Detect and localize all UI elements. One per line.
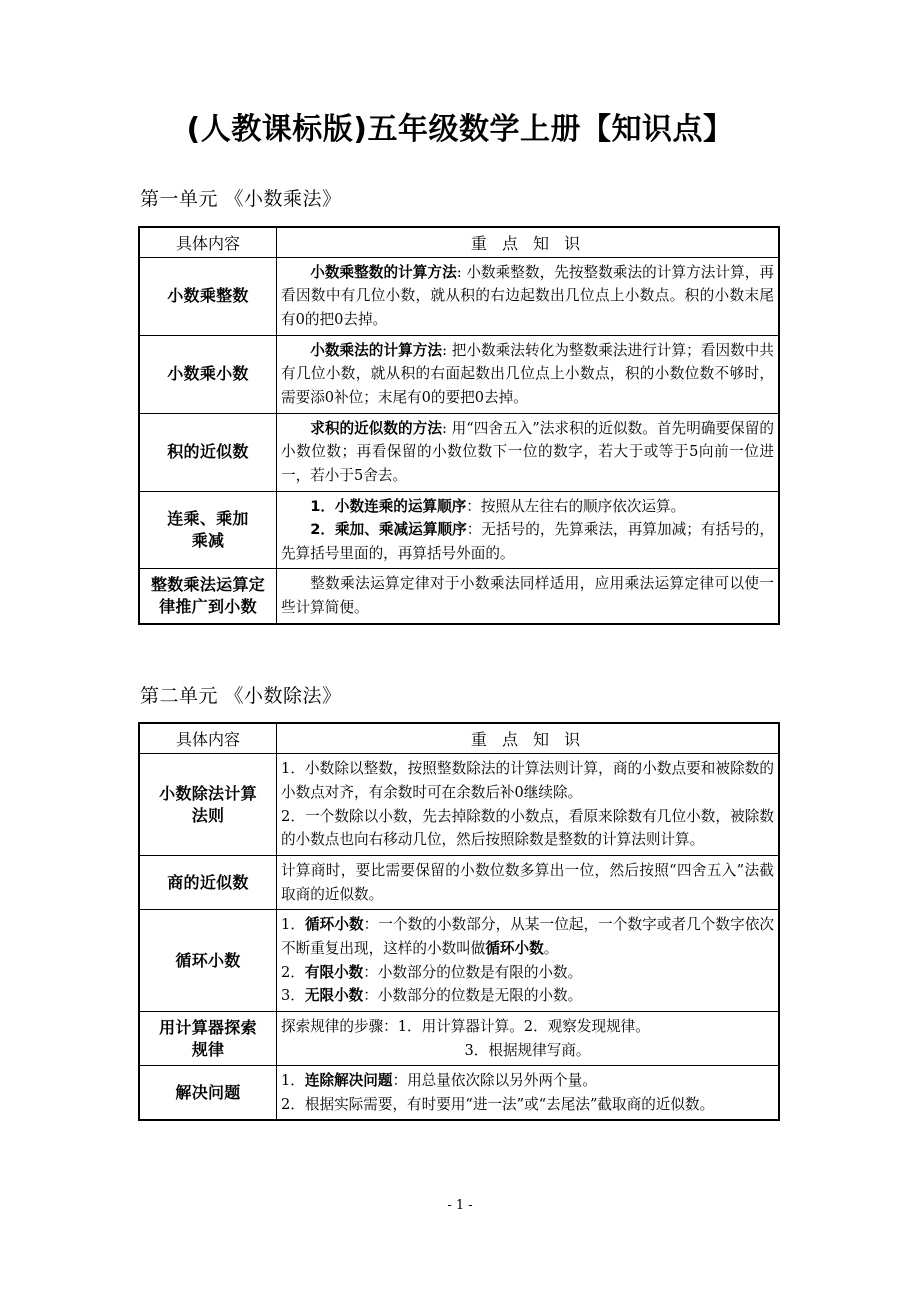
knowledge-line (281, 417, 774, 488)
knowledge-line (281, 913, 774, 960)
row-term-label: 整数乘法运算定 律推广到小数 (139, 569, 277, 624)
document-body (138, 188, 780, 1121)
body-text: 2．一个数除以小数，先去掉除数的小数点，看原来除数有几位小数，被除数的小数点也向右移动几位，然后按照除数是整数的计算法则计算。 (281, 807, 774, 849)
table-row (139, 1011, 779, 1065)
page-number-footer: - 1 - (447, 1198, 473, 1213)
knowledge-line (281, 572, 774, 619)
keyword-term: 连除解决问题 (304, 1072, 393, 1090)
row-knowledge-content (277, 856, 780, 910)
knowledge-line (281, 984, 774, 1008)
row-knowledge-content (277, 257, 780, 335)
body-text: ：按照从左往右的顺序依次运算。 (466, 497, 686, 515)
row-knowledge-content (277, 754, 780, 856)
section-spacer (138, 625, 780, 685)
knowledge-line (281, 1015, 774, 1039)
body-text: 1． (281, 916, 306, 934)
knowledge-line (281, 339, 774, 410)
body-text: ：小数部分的位数是无限的小数。 (363, 987, 583, 1005)
row-knowledge-content (277, 491, 780, 569)
keyword-term: 循环小数 (485, 939, 544, 957)
keyword-term: 小数乘法的计算方法 (310, 341, 443, 359)
body-text: 3．根据规律写商。 (464, 1041, 591, 1059)
keyword-term: 1．小数连乘的运算顺序 (310, 497, 467, 515)
column-header-content: 具体内容 (139, 227, 277, 258)
column-header-content: 具体内容 (139, 723, 277, 754)
knowledge-line (281, 805, 774, 852)
section-heading: 第一单元 《小数乘法》 (140, 188, 342, 210)
page-title: (人教课标版)五年级数学上册【知识点】 (186, 112, 734, 147)
row-term-label: 小数除法计算 法则 (139, 754, 277, 856)
section-heading: 第二单元 《小数除法》 (140, 684, 342, 707)
table-row (139, 910, 779, 1012)
body-text: : 用“四舍五入”法求积的近似数。首先明确要保留的小数位数；再看保留的小数位数下一位的数字，若大于或等于5向前一位进一，若小于5舍去。 (281, 419, 774, 484)
row-knowledge-content (277, 1066, 780, 1121)
keyword-term: 循环小数 (305, 916, 364, 934)
table-row (139, 1066, 779, 1121)
table-row (139, 257, 779, 335)
row-term-label: 积的近似数 (139, 413, 277, 491)
knowledge-line (281, 961, 774, 985)
body-text: 2．根据实际需要，有时要用“进一法”或“去尾法”截取商的近似数。 (281, 1095, 715, 1113)
body-text: 计算商时，要比需要保留的小数位数多算出一位，然后按照“四舍五入”法截取商的近似数。 (281, 862, 774, 903)
row-term-label: 用计算器探索 规律 (139, 1011, 277, 1065)
table-row (139, 491, 779, 569)
keyword-term: 2．乘加、乘减运算顺序 (310, 521, 467, 539)
table-header-row (139, 227, 779, 258)
row-term-label: 小数乘整数 (139, 257, 277, 335)
body-text: ：一个数的小数部分，从某一位起，一个数字或者几个数字依次不断重复出现，这样的小数叫做 (281, 916, 774, 957)
body-text: 1． (281, 1072, 305, 1090)
table-header-row (139, 723, 779, 754)
row-knowledge-content (277, 335, 780, 413)
row-knowledge-content (277, 910, 780, 1012)
knowledge-line (281, 1093, 774, 1117)
knowledge-line (281, 518, 774, 565)
body-text: 1．小数除以整数，按照整数除法的计算法则计算，商的小数点要和被除数的小数点对齐，有余数时可在余数后补0继续除。 (281, 760, 774, 802)
row-term-label: 小数乘小数 (139, 335, 277, 413)
body-text: ：用总量依次除以另外两个量。 (392, 1072, 597, 1090)
body-text: 3． (281, 987, 305, 1005)
row-knowledge-content (277, 569, 780, 624)
knowledge-table (138, 722, 780, 1121)
column-header-key-knowledge: 重 点 知 识 (277, 227, 780, 258)
body-text: 2． (281, 963, 305, 981)
sections-container (138, 188, 780, 1121)
row-term-label: 商的近似数 (139, 856, 277, 910)
row-knowledge-content (277, 1011, 780, 1065)
table-row (139, 335, 779, 413)
knowledge-line (281, 261, 774, 332)
knowledge-line (281, 495, 774, 519)
body-text: 探索规律的步骤：1．用计算器计算。2．观察发现规律。 (281, 1017, 650, 1035)
table-row (139, 856, 779, 910)
keyword-term: 求积的近似数的方法 (310, 419, 442, 437)
body-text: 。 (543, 939, 559, 957)
body-text: : 小数乘整数，先按整数乘法的计算方法计算，再看因数中有几位小数，就从积的右边起数出几位点上小数点。积的小数末尾有0的把0去掉。 (281, 263, 774, 329)
table-row (139, 569, 779, 624)
knowledge-line (281, 757, 774, 804)
row-term-label: 循环小数 (139, 910, 277, 1012)
table-row (139, 413, 779, 491)
body-text: 整数乘法运算定律对于小数乘法同样适用，应用乘法运算定律可以使一些计算简便。 (281, 575, 774, 617)
knowledge-table (138, 226, 780, 625)
row-term-label: 连乘、乘加 乘减 (139, 491, 277, 569)
knowledge-line (281, 1069, 774, 1093)
table-row (139, 754, 779, 856)
body-text: : 把小数乘法转化为整数乘法进行计算；看因数中共有几位小数，就从积的右面起数出几位点上小数点，积的小数位数不够时，需要添0补位；末尾有0的要把0去掉。 (281, 341, 774, 406)
knowledge-line (281, 1039, 774, 1063)
keyword-term: 有限小数 (304, 963, 364, 981)
body-text: ：无括号的，先算乘法，再算加减；有括号的，先算括号里面的，再算括号外面的。 (281, 521, 774, 562)
column-header-key-knowledge: 重 点 知 识 (277, 723, 780, 754)
row-knowledge-content (277, 413, 780, 491)
knowledge-line (281, 859, 774, 906)
keyword-term: 无限小数 (304, 987, 364, 1005)
keyword-term: 小数乘整数的计算方法 (310, 263, 457, 281)
body-text: ：小数部分的位数是有限的小数。 (363, 963, 583, 981)
row-term-label: 解决问题 (139, 1066, 277, 1121)
